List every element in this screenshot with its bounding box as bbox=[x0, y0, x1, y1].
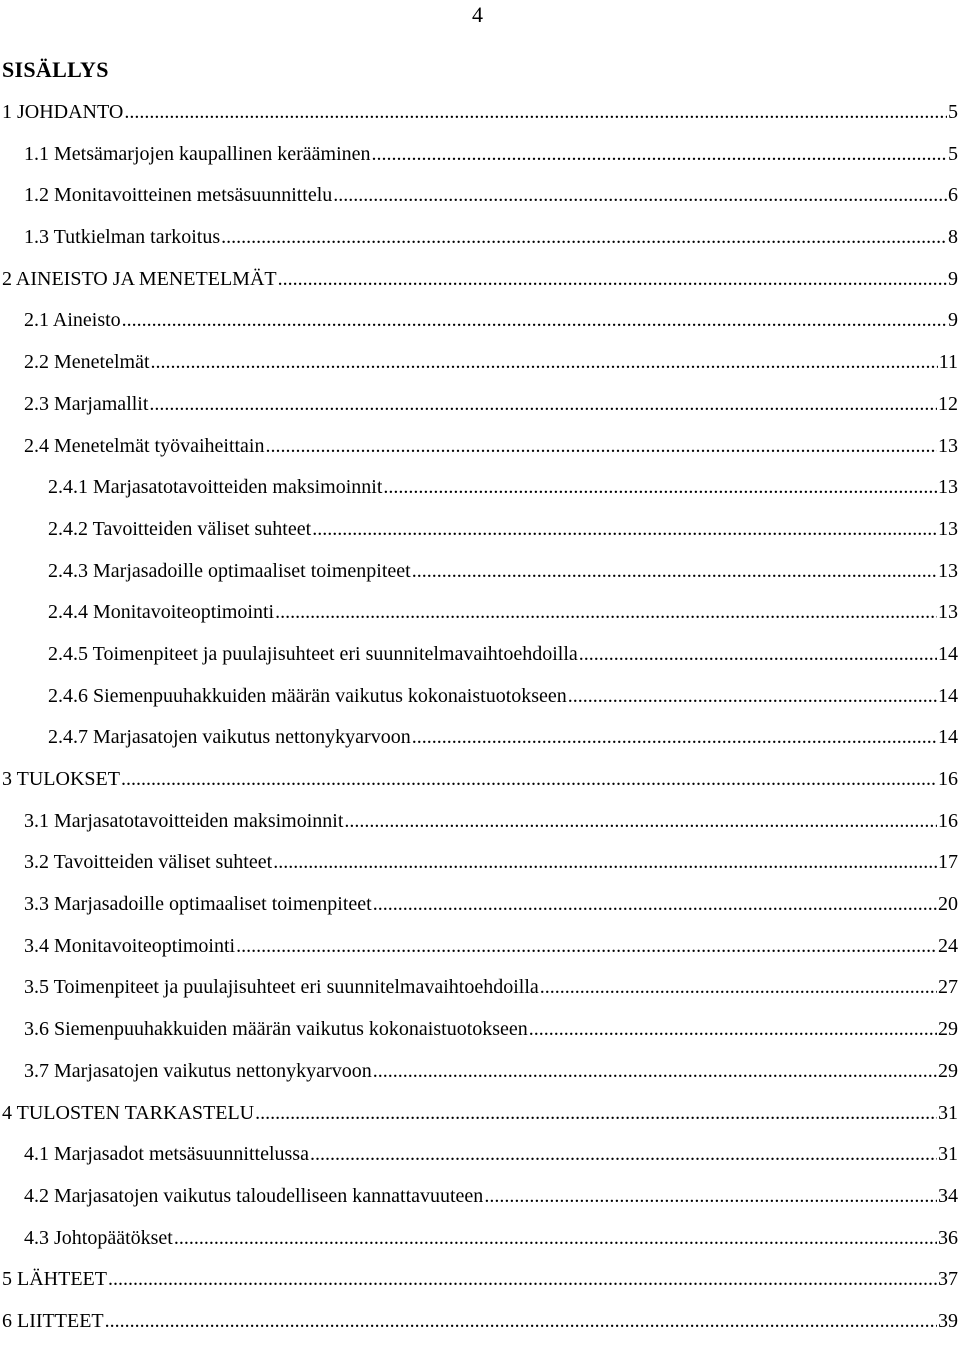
toc-entry-2-2[interactable] bbox=[0, 347, 958, 389]
toc-entry-2-4-5[interactable] bbox=[0, 639, 958, 681]
toc-dot-leader bbox=[310, 1139, 937, 1169]
toc-dot-leader bbox=[121, 764, 937, 794]
toc-entry-page: 6 bbox=[948, 184, 958, 207]
toc-dot-leader bbox=[540, 972, 937, 1002]
toc-entry-2-3[interactable] bbox=[0, 389, 958, 431]
toc-entry-label: 2 AINEISTO JA MENETELMÄT bbox=[2, 267, 277, 290]
toc-dot-leader bbox=[484, 1181, 937, 1211]
toc-dot-leader bbox=[373, 1056, 937, 1086]
toc-dot-leader bbox=[372, 139, 947, 169]
toc-dot-leader bbox=[275, 597, 937, 627]
toc-dot-leader bbox=[568, 681, 937, 711]
toc-entry-page: 5 bbox=[948, 101, 958, 123]
toc-entry-label: 4.2 Marjasatojen vaikutus taloudelliseen kannattavuuteen bbox=[24, 1184, 484, 1207]
toc-entry-label: 2.3 Marjamallit bbox=[24, 392, 149, 415]
toc-entry-2-4-2[interactable] bbox=[0, 514, 958, 556]
toc-entry-4[interactable] bbox=[0, 1098, 958, 1140]
toc-entry-page: 13 bbox=[938, 601, 958, 624]
toc-dot-leader bbox=[149, 389, 937, 419]
toc-heading: SISÄLLYS bbox=[2, 57, 109, 82]
toc-entry-label: 4 TULOSTEN TARKASTELU bbox=[2, 1101, 255, 1124]
toc-entry-page: 14 bbox=[938, 642, 958, 665]
toc-entry-label: 1.3 Tutkielman tarkoitus bbox=[24, 226, 221, 249]
toc-entry-page: 14 bbox=[938, 684, 958, 707]
toc-entry-page: 13 bbox=[938, 559, 958, 582]
toc-entry-label: 3.6 Siemenpuuhakkuiden määrän vaikutus kokonaistuotokseen bbox=[24, 1018, 528, 1041]
toc-entry-2-4-7[interactable] bbox=[0, 722, 958, 764]
toc-entry-page: 8 bbox=[948, 226, 958, 249]
toc-entry-page: 27 bbox=[938, 976, 958, 999]
toc-entry-3-6[interactable] bbox=[0, 1014, 958, 1056]
toc-entry-page: 20 bbox=[938, 893, 958, 916]
toc-entry-1-2[interactable] bbox=[0, 180, 958, 222]
toc-entry-label: 2.4.7 Marjasatojen vaikutus nettonykyarvoon bbox=[48, 726, 411, 749]
toc-dot-leader bbox=[266, 431, 938, 461]
toc-entry-label: 1.1 Metsämarjojen kaupallinen kerääminen bbox=[24, 142, 371, 165]
toc-dot-leader bbox=[124, 97, 947, 127]
toc-entry-label: 3.1 Marjasatotavoitteiden maksimoinnit bbox=[24, 809, 344, 832]
toc-entry-label: 6 LIITTEET bbox=[2, 1309, 104, 1332]
toc-entry-label: 2.1 Aineisto bbox=[24, 309, 121, 332]
toc-entry-label: 5 LÄHTEET bbox=[2, 1268, 107, 1291]
toc-entry-page: 24 bbox=[938, 934, 958, 957]
toc-entry-label: 3.3 Marjasadoille optimaaliset toimenpiteet bbox=[24, 893, 372, 916]
toc-entry-5[interactable] bbox=[0, 1264, 958, 1306]
toc-entry-label: 2.2 Menetelmät bbox=[24, 351, 150, 374]
toc-entry-label: 4.1 Marjasadot metsäsuunnittelussa bbox=[24, 1143, 309, 1166]
toc-dot-leader bbox=[333, 180, 947, 210]
toc-entry-label: 2.4.1 Marjasatotavoitteiden maksimoinnit bbox=[48, 476, 383, 499]
toc-entry-3-2[interactable] bbox=[0, 847, 958, 889]
toc-dot-leader bbox=[255, 1098, 937, 1128]
toc-entry-page: 9 bbox=[948, 267, 958, 290]
page-number: 4 bbox=[472, 2, 483, 27]
toc-entry-3-4[interactable] bbox=[0, 931, 958, 973]
toc-entry-4-3[interactable] bbox=[0, 1223, 958, 1265]
toc-dot-leader bbox=[151, 347, 938, 377]
toc-entry-page: 36 bbox=[938, 1226, 958, 1249]
toc-dot-leader bbox=[312, 514, 937, 544]
toc-list bbox=[0, 97, 958, 1348]
toc-entry-page: 39 bbox=[938, 1309, 958, 1332]
toc-entry-page: 9 bbox=[948, 309, 958, 332]
toc-entry-page: 29 bbox=[938, 1059, 958, 1082]
toc-entry-label: 1.2 Monitavoitteinen metsäsuunnittelu bbox=[24, 184, 333, 207]
toc-entry-label: 2.4.3 Marjasadoille optimaaliset toimenpiteet bbox=[48, 559, 411, 582]
toc-entry-6[interactable] bbox=[0, 1306, 958, 1348]
toc-entry-label: 4.3 Johtopäätökset bbox=[24, 1226, 173, 1249]
toc-entry-page: 12 bbox=[938, 392, 958, 415]
toc-entry-1-1[interactable] bbox=[0, 139, 958, 181]
toc-dot-leader bbox=[122, 305, 947, 335]
toc-dot-leader bbox=[529, 1014, 937, 1044]
toc-entry-4-2[interactable] bbox=[0, 1181, 958, 1223]
toc-dot-leader bbox=[174, 1223, 937, 1253]
toc-entry-label: 3.4 Monitavoiteoptimointi bbox=[24, 934, 236, 957]
toc-entry-page: 29 bbox=[938, 1018, 958, 1041]
toc-entry-1-3[interactable] bbox=[0, 222, 958, 264]
toc-entry-label: 3.2 Tavoitteiden väliset suhteet bbox=[24, 851, 273, 874]
toc-entry-page: 17 bbox=[938, 851, 958, 874]
toc-entry-2-4-1[interactable] bbox=[0, 472, 958, 514]
toc-entry-label: 3 TULOKSET bbox=[2, 768, 120, 790]
toc-entry-page: 5 bbox=[948, 142, 958, 165]
toc-entry-label: 2.4.5 Toimenpiteet ja puulajisuhteet eri suunnitelmavaihtoehdoilla bbox=[48, 642, 578, 665]
toc-entry-3-5[interactable] bbox=[0, 972, 958, 1014]
toc-entry-page: 37 bbox=[938, 1268, 958, 1291]
toc-entry-page: 13 bbox=[938, 476, 958, 499]
toc-entry-3[interactable] bbox=[0, 764, 958, 806]
toc-entry-label: 3.5 Toimenpiteet ja puulajisuhteet eri suunnitelmavaihtoehdoilla bbox=[24, 976, 539, 999]
toc-entry-2-1[interactable] bbox=[0, 305, 958, 347]
toc-entry-2-4[interactable] bbox=[0, 431, 958, 473]
toc-entry-label: 2.4.2 Tavoitteiden väliset suhteet bbox=[48, 517, 312, 540]
toc-entry-page: 14 bbox=[938, 726, 958, 749]
toc-entry-label: 2.4 Menetelmät työvaiheittain bbox=[24, 434, 265, 457]
toc-entry-page: 31 bbox=[938, 1143, 958, 1166]
toc-entry-2-4-4[interactable] bbox=[0, 597, 958, 639]
toc-entry-label: 1 JOHDANTO bbox=[2, 101, 124, 123]
toc-entry-page: 11 bbox=[938, 351, 958, 374]
toc-entry-3-7[interactable] bbox=[0, 1056, 958, 1098]
toc-dot-leader bbox=[383, 472, 937, 502]
toc-entry-page: 13 bbox=[938, 434, 958, 457]
toc-dot-leader bbox=[236, 931, 937, 961]
toc-entry-label: 2.4.6 Siemenpuuhakkuiden määrän vaikutus kokonaistuotokseen bbox=[48, 684, 567, 707]
toc-entry-2-4-6[interactable] bbox=[0, 681, 958, 723]
toc-dot-leader bbox=[373, 889, 937, 919]
toc-dot-leader bbox=[108, 1264, 937, 1294]
toc-dot-leader bbox=[105, 1306, 937, 1336]
toc-entry-2-4-3[interactable] bbox=[0, 556, 958, 598]
toc-entry-4-1[interactable] bbox=[0, 1139, 958, 1181]
toc-dot-leader bbox=[579, 639, 937, 669]
toc-entry-3-1[interactable] bbox=[0, 806, 958, 848]
toc-dot-leader bbox=[412, 556, 937, 586]
toc-dot-leader bbox=[278, 264, 947, 294]
toc-dot-leader bbox=[221, 222, 947, 252]
toc-entry-3-3[interactable] bbox=[0, 889, 958, 931]
toc-entry-page: 16 bbox=[938, 809, 958, 832]
toc-entry-page: 13 bbox=[938, 517, 958, 540]
toc-dot-leader bbox=[344, 806, 937, 836]
toc-entry-page: 16 bbox=[938, 768, 958, 790]
toc-dot-leader bbox=[273, 847, 937, 877]
toc-entry-label: 2.4.4 Monitavoiteoptimointi bbox=[48, 601, 275, 624]
toc-entry-2[interactable] bbox=[0, 264, 958, 306]
toc-entry-1[interactable] bbox=[0, 97, 958, 139]
toc-entry-page: 31 bbox=[938, 1101, 958, 1124]
toc-entry-page: 34 bbox=[938, 1184, 958, 1207]
toc-dot-leader bbox=[412, 722, 937, 752]
toc-entry-label: 3.7 Marjasatojen vaikutus nettonykyarvoon bbox=[24, 1059, 372, 1082]
